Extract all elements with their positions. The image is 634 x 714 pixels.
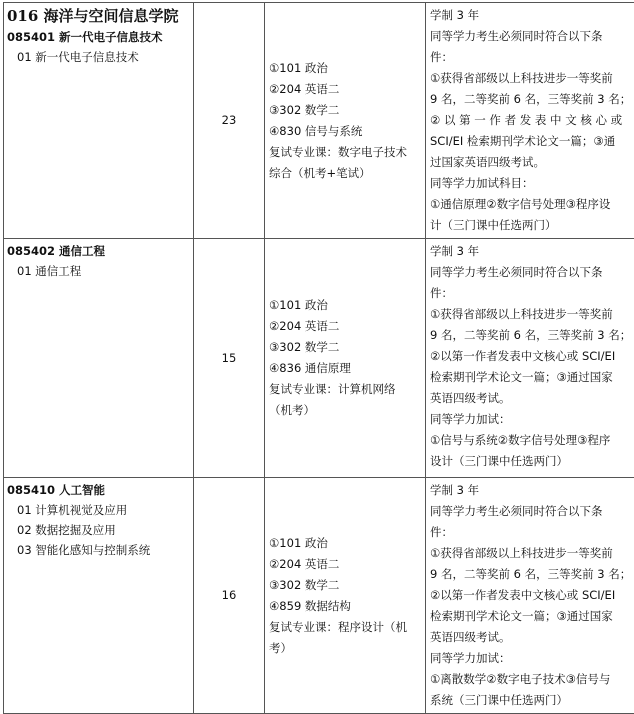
note-line: ②以第一作者发表中文核心或 SCI/EI — [430, 346, 634, 367]
note-line: 学制 3 年 — [430, 5, 634, 26]
note-line: 系统（三门课中任选两门） — [430, 690, 634, 711]
note-line: ①获得省部级以上科技进步一等奖前 — [430, 304, 634, 325]
note-line: 件： — [430, 283, 634, 304]
note-line: 同等学力加试科目： — [430, 173, 634, 194]
admissions-table — [3, 2, 634, 714]
exam-subjects-cell — [265, 478, 426, 714]
exam-subject: ④836 通信原理 — [269, 358, 421, 379]
direction-item: 02 数据挖掘及应用 — [7, 520, 193, 540]
retest-line: 复试专业课：程序设计（机 — [269, 617, 421, 638]
direction-item: 01 计算机视觉及应用 — [7, 500, 193, 520]
note-line: 英语四级考试。 — [430, 627, 634, 648]
major-name: 085402 通信工程 — [7, 241, 193, 261]
note-line: 9 名，二等奖前 6 名，三等奖前 3 名； — [430, 564, 634, 585]
major-name: 085401 新一代电子信息技术 — [7, 27, 193, 47]
note-line: ①信号与系统②数字信号处理③程序 — [430, 430, 634, 451]
table-row — [4, 3, 634, 239]
table-row — [4, 239, 634, 478]
exam-subject: ②204 英语二 — [269, 554, 421, 575]
retest-line: 综合（机考+笔试） — [269, 163, 421, 184]
retest-line: 复试专业课：计算机网络 — [269, 379, 421, 400]
note-line: 同等学力考生必须同时符合以下条 — [430, 501, 634, 522]
direction-item: 03 智能化感知与控制系统 — [7, 540, 193, 560]
college-title: 016 海洋与空间信息学院 — [7, 5, 193, 27]
major-cell — [4, 3, 194, 239]
note-line: 9 名，二等奖前 6 名，三等奖前 3 名； — [430, 325, 634, 346]
note-line: 件： — [430, 47, 634, 68]
note-line: ①离散数学②数字电子技术③信号与 — [430, 669, 634, 690]
exam-subject: ②204 英语二 — [269, 79, 421, 100]
exam-subject: ①101 政治 — [269, 58, 421, 79]
note-line: 英语四级考试。 — [430, 388, 634, 409]
note-line: ①获得省部级以上科技进步一等奖前 — [430, 543, 634, 564]
note-line: 件： — [430, 522, 634, 543]
exam-subjects-cell — [265, 239, 426, 478]
table-row — [4, 478, 634, 714]
note-line: 同等学力加试： — [430, 648, 634, 669]
retest-line: （机考） — [269, 400, 421, 421]
note-line: ①获得省部级以上科技进步一等奖前 — [430, 68, 634, 89]
note-line: 学制 3 年 — [430, 480, 634, 501]
exam-subject: ④859 数据结构 — [269, 596, 421, 617]
note-line: 过国家英语四级考试。 — [430, 152, 634, 173]
note-line: ② 以 第 一 作 者 发 表 中 文 核 心 或 — [430, 110, 634, 131]
enrollment-cell: 15 — [194, 239, 265, 478]
note-line: 9 名，二等奖前 6 名，三等奖前 3 名； — [430, 89, 634, 110]
note-line: 检索期刊学术论文一篇；③通过国家 — [430, 367, 634, 388]
direction-item: 01 新一代电子信息技术 — [7, 47, 193, 67]
note-line: 同等学力考生必须同时符合以下条 — [430, 26, 634, 47]
notes-cell — [426, 478, 634, 714]
exam-subjects-cell — [265, 3, 426, 239]
major-cell — [4, 478, 194, 714]
exam-subject: ③302 数学二 — [269, 337, 421, 358]
notes-cell — [426, 3, 634, 239]
exam-subject: ③302 数学二 — [269, 100, 421, 121]
exam-subject: ④830 信号与系统 — [269, 121, 421, 142]
note-line: ①通信原理②数字信号处理③程序设 — [430, 194, 634, 215]
note-line: 同等学力加试： — [430, 409, 634, 430]
enrollment-cell: 16 — [194, 478, 265, 714]
note-line: SCI/EI 检索期刊学术论文一篇；③通 — [430, 131, 634, 152]
note-line: 计（三门课中任选两门） — [430, 215, 634, 236]
retest-line: 考） — [269, 638, 421, 659]
major-name: 085410 人工智能 — [7, 480, 193, 500]
exam-subject: ②204 英语二 — [269, 316, 421, 337]
note-line: ②以第一作者发表中文核心或 SCI/EI — [430, 585, 634, 606]
enrollment-cell: 23 — [194, 3, 265, 239]
notes-cell — [426, 239, 634, 478]
retest-line: 复试专业课：数字电子技术 — [269, 142, 421, 163]
note-line: 同等学力考生必须同时符合以下条 — [430, 262, 634, 283]
exam-subject: ①101 政治 — [269, 533, 421, 554]
major-cell — [4, 239, 194, 478]
exam-subject: ③302 数学二 — [269, 575, 421, 596]
note-line: 检索期刊学术论文一篇；③通过国家 — [430, 606, 634, 627]
note-line: 学制 3 年 — [430, 241, 634, 262]
note-line: 设计（三门课中任选两门） — [430, 451, 634, 472]
direction-item: 01 通信工程 — [7, 261, 193, 281]
exam-subject: ①101 政治 — [269, 295, 421, 316]
